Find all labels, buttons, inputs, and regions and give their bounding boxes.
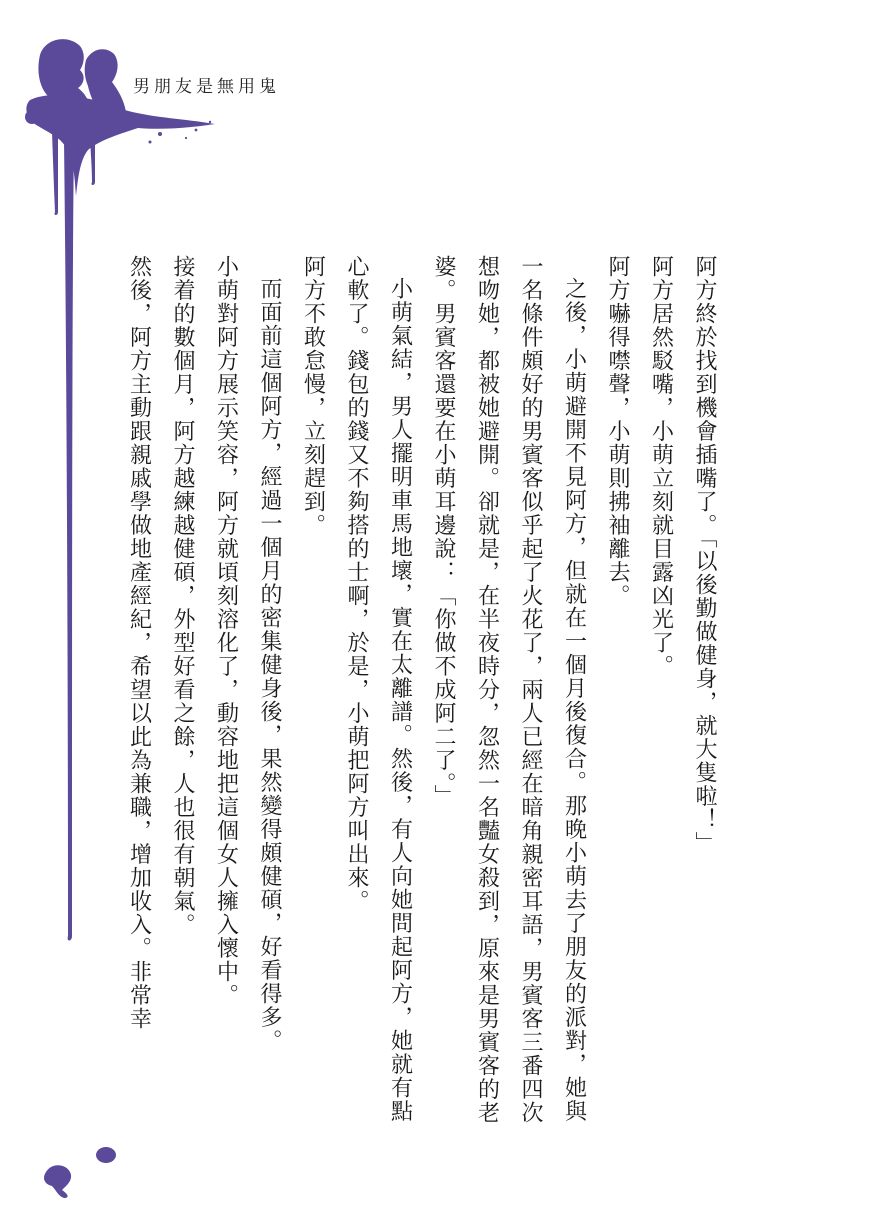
running-header-book-title: 男朋友是無用鬼 xyxy=(133,77,280,97)
paragraph-6: 阿方不敢怠慢，立刻趕到。 xyxy=(300,255,326,537)
paragraph-2: 阿方居然駁嘴，小萌立刻就目露凶光了。 xyxy=(648,255,674,678)
vertical-body-text xyxy=(126,255,726,1125)
ink-footer-splash xyxy=(44,1147,116,1198)
paragraph-7: 而面前這個阿方，經過一個月的密集健身後，果然變得頗健碩，好看得多。 xyxy=(257,277,282,1053)
paragraph-4: 之後，小萌避開不見阿方，但就在一個月後復合。那晚小萌去了朋友的派對，她與一名條件頗好的男賓客似乎起了火花了，兩人已經在暗角親密耳語，男賓客三番四次想吻她，都被她避開。卻就是，在半夜時分，忽然一名豔女殺到，原來是男賓客的老婆。男賓客還要在小萌耳邊說：「你做不成阿二了。」 xyxy=(431,255,587,1125)
paragraph-1: 阿方終於找到機會插嘴了。「以後勤做健身，就大隻啦！」 xyxy=(692,255,717,855)
paragraph-9: 接着的數個月，阿方越練越健碩，外型好看之餘，人也很有朝氣。 xyxy=(170,255,195,937)
paragraph-10: 然後，阿方主動跟親戚學做地產經紀，希望以此為兼職，增加收入。非常幸 xyxy=(126,255,152,1031)
paragraph-3: 阿方嚇得噤聲，小萌則拂袖離去。 xyxy=(605,255,630,608)
paragraph-5: 小萌氣結，男人擺明車馬地壞，實在太離譜。然後，有人向她問起阿方，她就有點心軟了。錢包的錢又不夠搭的士啊，於是，小萌把阿方叫出來。 xyxy=(344,255,413,1123)
paragraph-8: 小萌對阿方展示笑容，阿方就頃刻溶化了，動容地把這個女人擁入懷中。 xyxy=(213,255,239,1007)
